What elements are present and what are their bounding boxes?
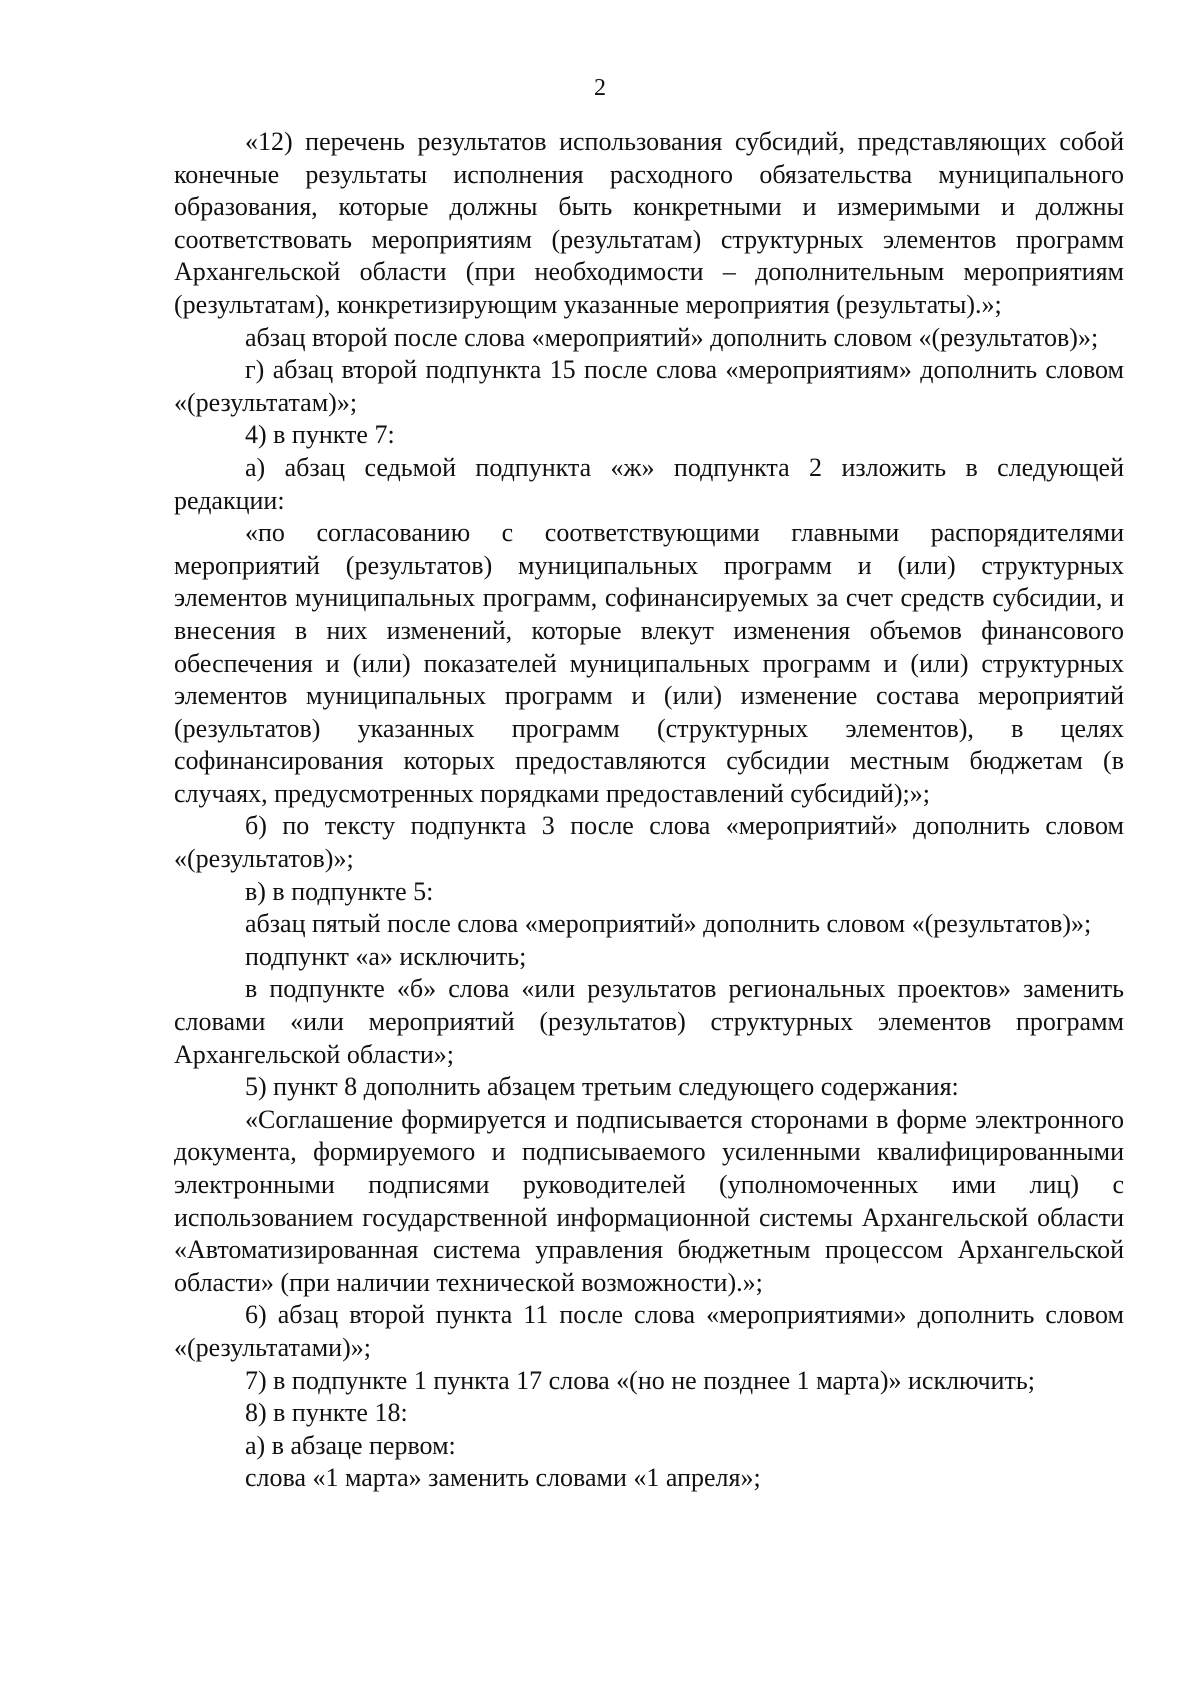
paragraph-a-abzac-pervyy: а) в абзаце первом: [245, 1430, 456, 1460]
paragraph-item-6: 6) абзац второй пункта 11 после слова «мероприятиями» дополнить словом «(результатами)»; [174, 1300, 1124, 1362]
paragraph-v: в) в подпункте 5: [245, 876, 434, 906]
paragraph-g: г) абзац второй подпункта 15 после слова «мероприятиям» дополнить словом «(результатам)»; [174, 355, 1124, 417]
paragraph-podpunkt-b: в подпункте «б» слова «или результатов региональных проектов» заменить словами «или мероприятий (результатов) структурных элементов программ Архангельской области»; [174, 974, 1124, 1069]
paragraph-slova-1-marta: слова «1 марта» заменить словами «1 апреля»; [245, 1463, 761, 1493]
paragraph-quote-soglasovaniyu: «по согласованию с соответствующими главными распорядителями мероприятий (результатов) муниципальных программ и (или) структурных элементов муниципальных программ, софинансируемых за счет средств субсидии, и внесения в них изменений, которые влекут изменения объемов финансового обеспечения и (или) показателей муниципальных программ и (или) структурных элементов муниципальных программ и (или) изменение состава мероприятий (результатов) указанных программ (структурных элементов), в целях софинансирования которых предоставляются субсидии местным бюджетам (в случаях, предусмотренных порядками предоставлений субсидий);»; [174, 518, 1124, 808]
paragraph-quote-soglashenie: «Соглашение формируется и подписывается сторонами в форме электронного документа, формируемого и подписываемого усиленными квалифицированными электронными подписями руководителей (уполномоченных ими лиц) с использованием государственной информационной системы Архангельской области «Автоматизированная система управления бюджетным процессом Архангельской области» (при наличии технической возможности).»; [174, 1104, 1124, 1297]
paragraph-item-8: 8) в пункте 18: [245, 1398, 408, 1428]
paragraph-b: б) по тексту подпункта 3 после слова «мероприятий» дополнить словом «(результатов)»; [174, 811, 1124, 874]
document-body [174, 126, 1124, 1495]
paragraph-item-7: 7) в подпункте 1 пункта 17 слова «(но не позднее 1 марта)» исключить; [245, 1365, 1035, 1395]
paragraph-item-12: «12) перечень результатов использования субсидий, представляющих собой конечные результаты исполнения расходного обязательства муниципального образования, которые должны быть конкретными и измеримыми и должны соответствовать мероприятиям (результатам) структурных элементов программ Архангельской области (при необходимости – дополнительным мероприятиям (результатам), конкретизирующим указанные мероприятия (результаты).»; [174, 127, 1124, 319]
paragraph-podpunkt-a: подпункт «а» исключить; [245, 941, 527, 971]
paragraph-abzac-vtoroy: абзац второй после слова «мероприятий» дополнить словом «(результатов)»; [245, 322, 1099, 352]
paragraph-item-4: 4) в пункте 7: [245, 420, 395, 450]
paragraph-abzac-pyatyy: абзац пятый после слова «мероприятий» дополнить словом «(результатов)»; [245, 909, 1092, 939]
page-number: 2 [594, 75, 606, 101]
paragraph-item-5: 5) пункт 8 дополнить абзацем третьим следующего содержания: [245, 1072, 959, 1102]
paragraph-a-sedmoy: а) абзац седьмой подпункта «ж» подпункта 2 изложить в следующей редакции: [174, 452, 1124, 515]
